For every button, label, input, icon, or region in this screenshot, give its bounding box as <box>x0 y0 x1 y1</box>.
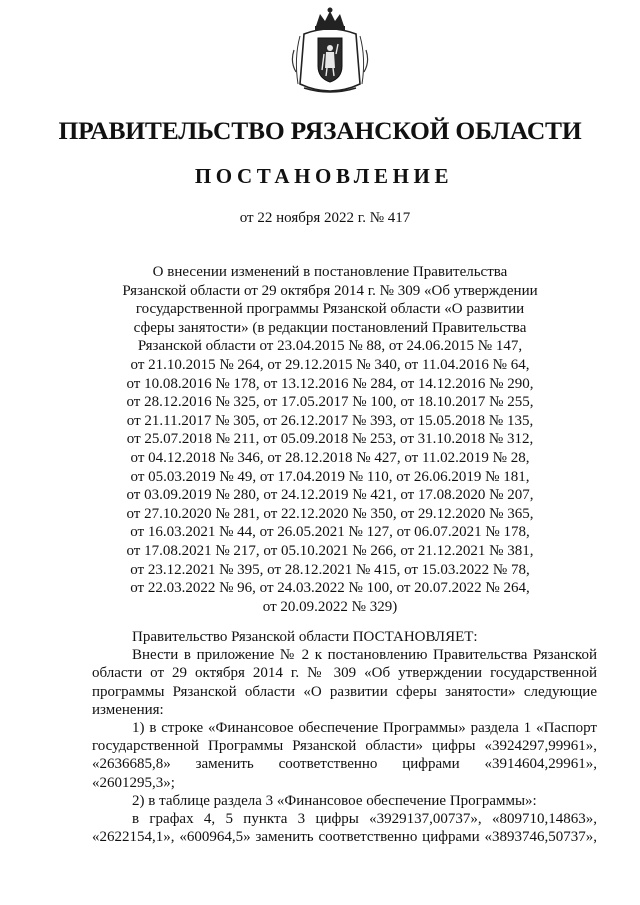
subject-line: О внесении изменений в постановление Правительства <box>152 264 508 280</box>
item1-line: «2601295,3»; <box>92 774 175 791</box>
preamble: Правительство Рязанской области ПОСТАНОВЛЯЕТ: <box>132 629 478 645</box>
item1-line: 1) в строке «Финансовое обеспечение Программы» раздела 1 «Паспорт <box>132 720 597 737</box>
subject-line: от 03.09.2019 № 280, от 24.12.2019 № 421, от 17.08.2020 № 207, <box>126 487 534 504</box>
intro-line: Внести в приложение № 2 к постановлению Правительства Рязанской <box>132 647 597 664</box>
subject-line: от 28.12.2016 № 325, от 17.05.2017 № 100, от 18.10.2017 № 255, <box>126 394 534 411</box>
coat-of-arms-icon <box>290 6 370 98</box>
subject-line: от 21.11.2017 № 305, от 26.12.2017 № 393, от 15.05.2018 № 135, <box>126 412 534 429</box>
decree-date-number: от 22 ноября 2022 г. № 417 <box>239 210 411 226</box>
subject-line: сферы занятости» (в редакции постановлений Правительства <box>133 319 527 336</box>
item1-line: «2636685,8» заменить соответственно цифрами «3914604,29961», <box>92 756 597 773</box>
subject-line: от 20.09.2022 № 329) <box>262 598 398 615</box>
intro-line: области от 29 октября 2014 г. № 309 «Об утверждении государственной <box>92 665 597 682</box>
item2-sub-line: «2622154,1», «600964,5» заменить соответственно цифрами «3893746,50737», <box>92 829 597 846</box>
decree-body <box>92 628 597 846</box>
subject-line: государственной программы Рязанской области «О развитии <box>135 301 525 318</box>
government-title: ПРАВИТЕЛЬСТВО РЯЗАНСКОЙ ОБЛАСТИ <box>58 116 582 145</box>
item1-line: государственной Программы Рязанской области» цифры «3924297,99961», <box>92 738 597 755</box>
subject-line: от 04.12.2018 № 346, от 28.12.2018 № 427, от 11.02.2019 № 28, <box>130 449 530 466</box>
subject-line: Рязанской области от 29 октября 2014 г. № 309 «Об утверждении <box>122 282 538 299</box>
decree-subject <box>90 263 570 616</box>
subject-line: от 27.10.2020 № 281, от 22.12.2020 № 350, от 29.12.2020 № 365, <box>126 505 534 522</box>
subject-line: от 22.03.2022 № 96, от 24.03.2022 № 100, от 20.07.2022 № 264, <box>130 580 530 597</box>
subject-line: от 23.12.2021 № 395, от 28.12.2021 № 415, от 15.03.2022 № 78, <box>130 561 530 578</box>
item2-line: 2) в таблице раздела 3 «Финансовое обеспечение Программы»: <box>132 792 537 809</box>
subject-line: от 16.03.2021 № 44, от 26.05.2021 № 127, от 06.07.2021 № 178, <box>130 524 530 541</box>
document-type-title: ПОСТАНОВЛЕНИЕ <box>194 164 454 188</box>
intro-line: программы Рязанской области «О развитии сферы занятости» следующие <box>92 683 597 700</box>
subject-line: от 21.10.2015 № 264, от 29.12.2015 № 340, от 11.04.2016 № 64, <box>130 356 530 373</box>
subject-line: от 10.08.2016 № 178, от 13.12.2016 № 284, от 14.12.2016 № 290, <box>126 375 534 392</box>
intro-line: изменения: <box>92 701 164 718</box>
subject-line: от 05.03.2019 № 49, от 17.04.2019 № 110, от 26.06.2019 № 181, <box>130 468 530 485</box>
subject-line: от 17.08.2021 № 217, от 05.10.2021 № 266, от 21.12.2021 № 381, <box>126 542 534 559</box>
subject-line: от 25.07.2018 № 211, от 05.09.2018 № 253, от 31.10.2018 № 312, <box>126 431 534 448</box>
subject-line: Рязанской области от 23.04.2015 № 88, от 24.06.2015 № 147, <box>137 338 523 355</box>
item2-sub-line: в графах 4, 5 пункта 3 цифры «3929137,00737», «809710,14863», <box>132 811 597 828</box>
